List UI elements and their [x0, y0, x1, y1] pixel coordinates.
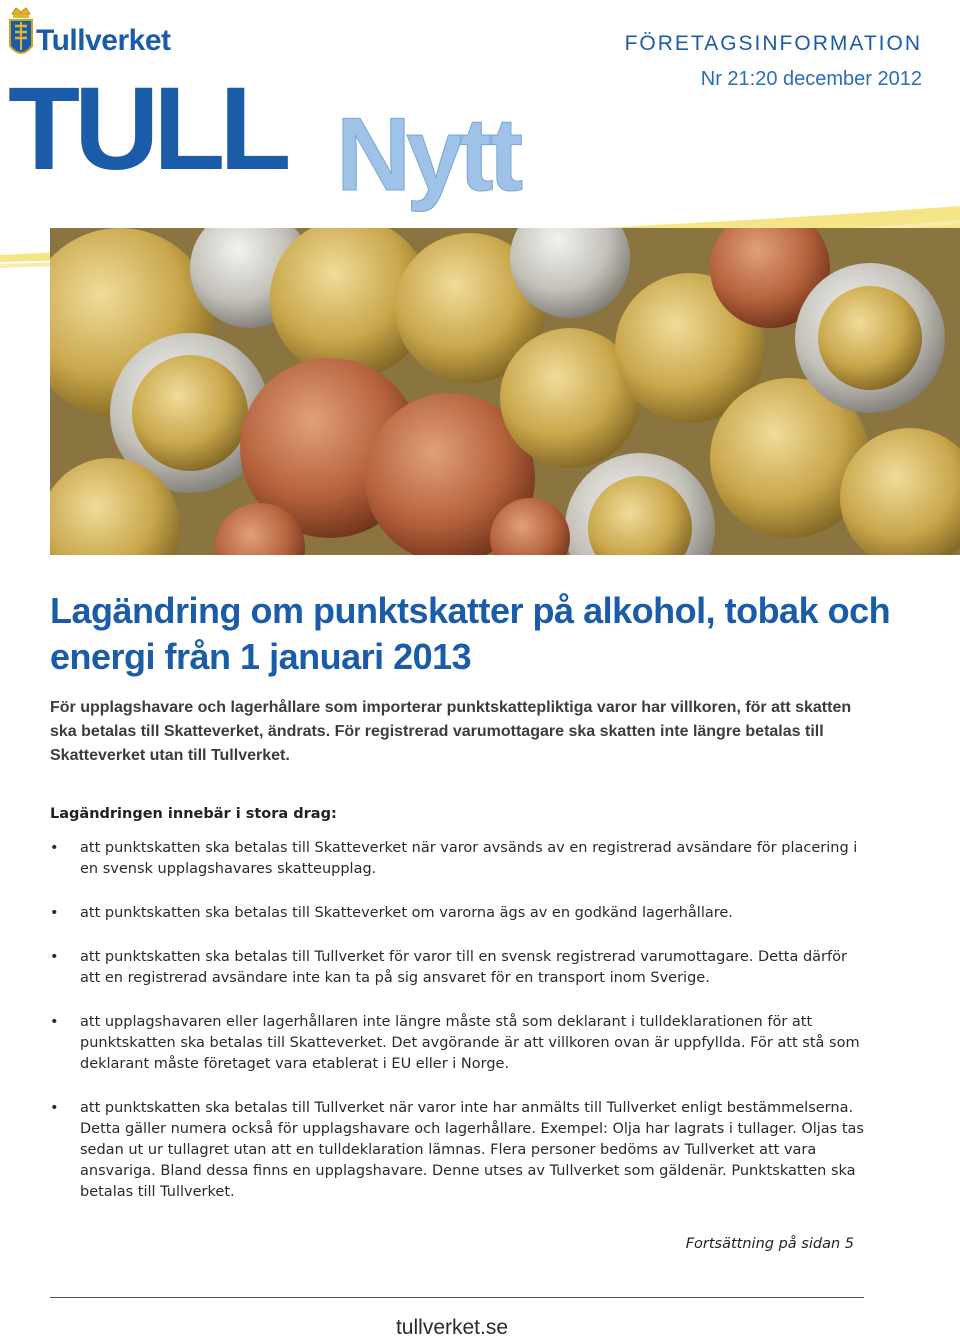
bullet-icon: • — [50, 949, 59, 965]
article-lead: För upplagshavare och lagerhållare som importerar punktskattepliktiga varor har villkoren, för att skatten ska betalas till Skatteverket, ändrats. För registrerad varumottagare ska skatten inte längre betalas till Skatteverket utan till Tullverket. — [50, 699, 852, 764]
list-item: • att punktskatten ska betalas till Tullverket för varor till en svensk registrerad varumottagare. Detta därför att en registrerad avsändare inte kan ta på sig ansvaret för en transport inom Sverige. — [50, 949, 847, 986]
continued-note: Fortsättning på sidan 5 — [685, 1236, 854, 1252]
list-item: • att punktskatten ska betalas till Skatteverket om varorna ägs av en godkänd lagerhållare. — [50, 903, 870, 924]
issue-label: Nr 21:20 december 2012 — [700, 68, 922, 90]
footer-divider — [50, 1297, 864, 1298]
bullet-icon: • — [50, 1014, 59, 1030]
brand-name: Tullverket — [36, 24, 171, 57]
article-subheading: Lagändringen innebär i stora drag: — [50, 806, 337, 822]
list-item: • att punktskatten ska betalas till Skatteverket när varor avsänds av en registrerad avsändare för placering i en svensk upplagshavares skatteupplag. — [50, 840, 858, 877]
euro-coins-photo — [50, 228, 960, 555]
bullet-icon: • — [50, 840, 59, 856]
list-item: • att upplagshavaren eller lagerhållaren inte längre måste stå som deklarant i tulldeklarationen för att punktskatten ska betalas till Skatteverket. Det avgörande är att villkoren ovan är uppfyllda. För att stå som deklarant måste företaget vara etablerat i EU eller i Norge. — [50, 1014, 860, 1072]
list-item: • att punktskatten ska betalas till Tullverket när varor inte har anmälts till Tullverket enligt bestämmelserna. Detta gäller numera också för upplagshavare och lagerhållare. Exempel: Olja har lagrats i tullager. Oljas tas sedan ut ur tullagret utan att en tulldeklaration lämnas. Flera personer bedöms av Tullverket att vara ansvariga. Bland dessa finns en upplagshavare. Denne utses av Tullverket som gäldenär. Punktskatten ska betalas till Tullverket. — [50, 1100, 864, 1200]
article-title: Lagändring om punktskatter på alkohol, tobak och energi från 1 januari 2013 — [50, 590, 891, 677]
footer-url[interactable]: tullverket.se — [395, 1316, 509, 1339]
section-label: FÖRETAGSINFORMATION — [624, 32, 922, 55]
change-list — [50, 838, 870, 1226]
masthead-nytt: Nytt — [336, 97, 519, 213]
masthead-tull: TULL — [8, 63, 286, 195]
bullet-icon: • — [50, 905, 59, 921]
bullet-icon: • — [50, 1100, 59, 1116]
